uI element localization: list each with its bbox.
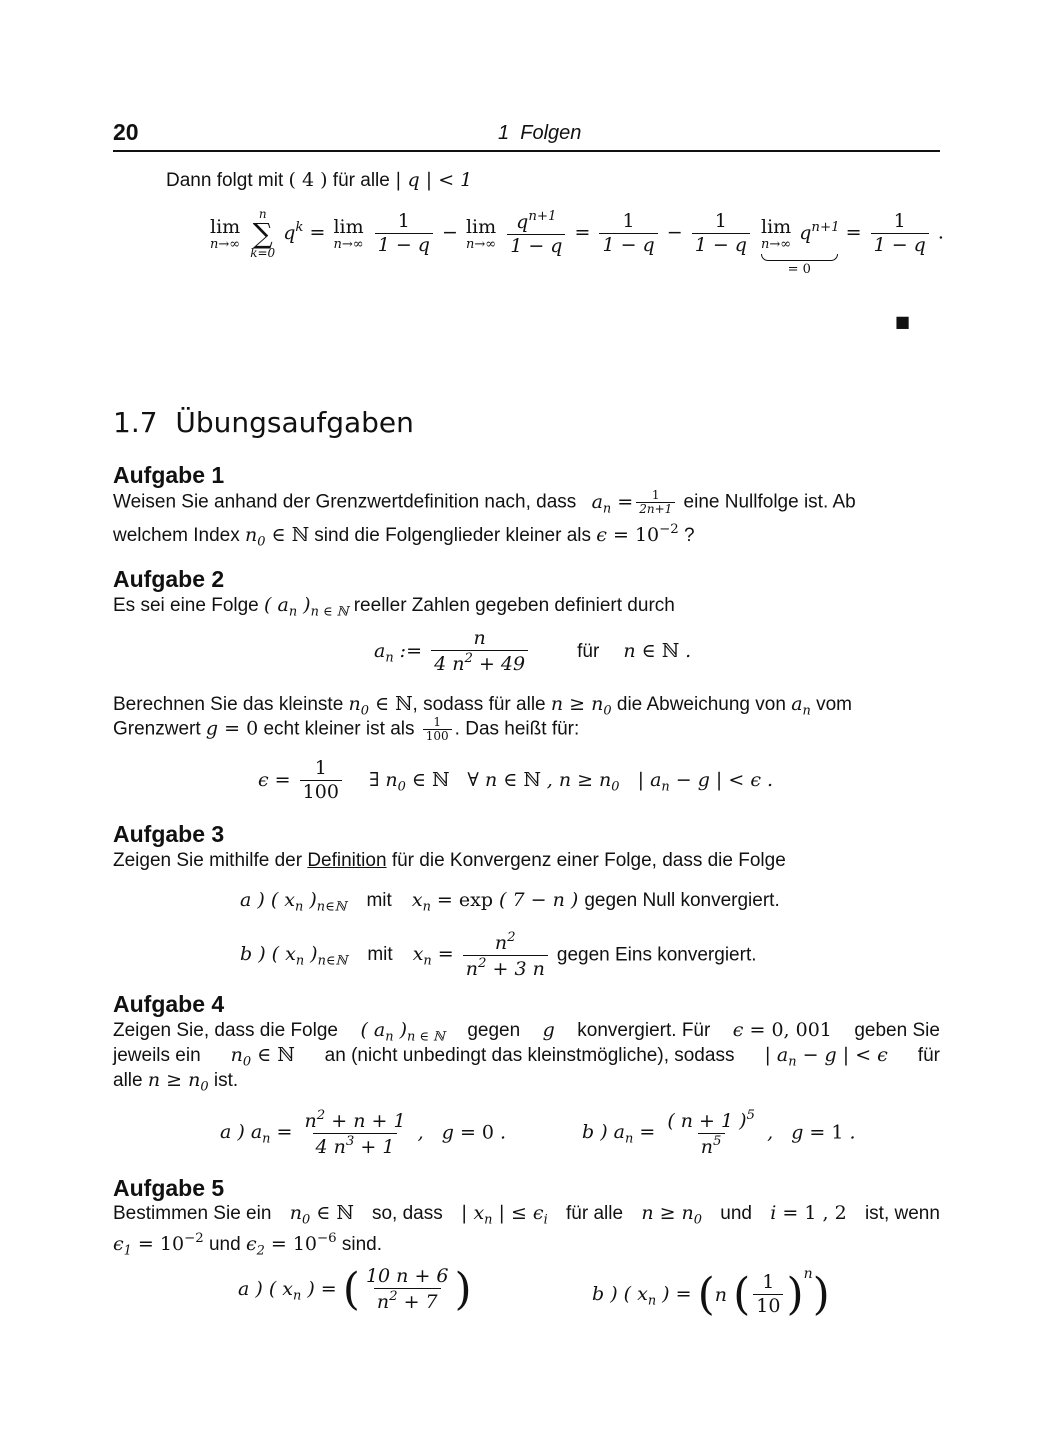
task-2-text-g: Grenzwert	[113, 718, 201, 740]
task-3-a: a ) ( $x_n$ )$_{n\in ℕ}$ mit $x_n = \exp$ ( 7 − n ) gegen Null konvergiert.	[240, 889, 780, 915]
task-1-line-2: welchem Index $n_0$ ∈ ℕ sind die Folgenglieder kleiner als $\epsilon = 10^{-2}$ ?	[113, 522, 695, 550]
task-5-text-f: und	[208, 1233, 241, 1255]
page-number: 20	[113, 119, 139, 145]
task-2-title: Aufgabe 2	[113, 566, 225, 592]
task-2-text-i: . Das heißt für:	[454, 718, 580, 740]
task-4-line-3: alle $n \ge n_0$ ist.	[113, 1069, 239, 1095]
task-3-a-mit: mit	[366, 890, 392, 911]
geometric-series-equation: lim n→∞ n ∑ k=0 $q^k$ = lim n→∞ $\frac{1}{1 - q}$ − lim n→∞ $\frac{q^{n+1}}{1 - q}$ = $\frac{1}{1 - q}$ − $\frac{1}{1 - q}$ lim n→∞ $q^{n+1}$ = 0 = $\frac{1}{1 - q}$ .	[210, 207, 944, 278]
task-2-text-e: die Abweichung von	[616, 694, 786, 715]
task-4-text-h: alle	[113, 1070, 143, 1091]
task-5-text-e: ist, wenn	[864, 1203, 940, 1224]
task-5-a: a ) ( $x_n$ ) = ( $\frac{10 n + 6}{n^2 + 7}$ )	[238, 1263, 472, 1315]
task-3-a-text: gegen Null konvergiert.	[584, 890, 780, 911]
task-2-line-4: Grenzwert g = 0 echt kleiner ist als $\frac{1}{100}$ . Das heißt für:	[113, 715, 580, 744]
task-4-text-b: gegen	[467, 1020, 521, 1041]
section-heading	[113, 406, 414, 439]
qed-symbol: ■	[895, 312, 911, 331]
task-4-b: b ) $a_n$ = $\frac{( n + 1 )^5}{n^5}$ , g = 1 .	[582, 1108, 856, 1158]
task-1-text-c: welchem Index	[113, 524, 240, 546]
task-2-line-1: Es sei eine Folge ( $a_n$ )$_{n \in ℕ}$ reeller Zahlen gegeben definiert durch	[113, 594, 675, 620]
task-4-text-c: konvergiert. Für	[577, 1020, 711, 1041]
task-5-text-c: für alle	[566, 1203, 624, 1224]
task-4-text-g: für	[917, 1045, 940, 1066]
task-5-text-g: sind.	[341, 1233, 383, 1255]
task-2-text-c: Berechnen Sie das kleinste	[113, 694, 344, 715]
task-4-text-f: an (nicht unbedingt das kleinstmögliche), sodass	[324, 1045, 735, 1066]
task-5-title: Aufgabe 5	[113, 1175, 225, 1201]
task-3-b-mit: mit	[367, 944, 393, 966]
task-1-text-d: sind die Folgenglieder kleiner als	[314, 524, 592, 546]
task-5-text-b: so, dass	[371, 1203, 443, 1224]
task-4-a: a ) $a_n$ = $\frac{n^2 + n + 1}{4 n^3 + 1}$ , g = 0 .	[220, 1108, 507, 1158]
task-5-b: b ) ( $x_n$ ) = (n ( $\frac{1}{10}$ )$^n$)	[592, 1266, 830, 1320]
task-2-text-h: echt kleiner ist als	[263, 718, 415, 740]
task-4-text-i: ist.	[213, 1070, 239, 1091]
intro-text2: für alle	[332, 170, 390, 191]
task-2-line-3: Berechnen Sie das kleinste $n_0$ ∈ ℕ, sodass für alle $n \ge n_0$ die Abweichung von $a_n$ vom	[113, 693, 853, 719]
task-3-b: b ) ( $x_n$ )$_{n\in ℕ}$ mit $x_n$ = $\frac{n^2}{n^2 + 3 n}$ gegen Eins konvergiert.	[240, 930, 757, 980]
task-2-text-f: vom	[816, 694, 853, 715]
task-5-text-d: und	[720, 1203, 752, 1224]
section-title: Übungsaufgaben	[175, 406, 414, 439]
task-1-line-1: Weisen Sie anhand der Grenzwertdefinition nach, dass $a_n$ = $\frac{1}{2n+1}$ eine Nullfolge ist. Ab	[113, 488, 856, 517]
task-3-line-1	[113, 848, 786, 873]
running-title: 1 Folgen	[498, 122, 582, 144]
task-4-text-a: Zeigen Sie, dass die Folge	[113, 1020, 338, 1041]
task-3-title: Aufgabe 3	[113, 821, 225, 847]
task-1-text-a: Weisen Sie anhand der Grenzwertdefinition nach, dass	[113, 491, 577, 513]
definition-link[interactable]: Definition	[307, 850, 387, 871]
q-condition: | q | < 1	[395, 169, 473, 191]
task-4-line-1: Zeigen Sie, dass die Folge ( $a_n$ )$_{n \in ℕ}$ gegen g konvergiert. Für ϵ = 0, 001 geben Sie	[113, 1018, 940, 1050]
task-2-definition: $a_n$ := $\frac{n}{4 n^2 + 49}$ für n ∈ ℕ .	[374, 627, 692, 675]
intro-text: Dann folgt mit	[166, 170, 284, 191]
task-3-b-text: gegen Eins konvergiert.	[556, 944, 757, 966]
task-5-text-a: Bestimmen Sie ein	[113, 1203, 272, 1224]
task-1-text-e: ?	[684, 524, 695, 546]
task-2-text-a: Es sei eine Folge	[113, 595, 259, 616]
task-5-line-2: $\epsilon_1 = 10^{-2}$ und $\epsilon_2 = 10^{-6}$ sind.	[113, 1231, 383, 1259]
task-3-text-a: Zeigen Sie mithilfe der	[113, 850, 303, 871]
header-rule	[113, 150, 940, 152]
section-number: 1.7	[113, 406, 158, 439]
task-4-text-d: geben Sie	[854, 1020, 940, 1041]
task-4-text-e: jeweils ein	[113, 1045, 201, 1066]
task-3-text-b: für die Konvergenz einer Folge, dass die Folge	[391, 850, 786, 871]
task-2-fuer: für	[577, 640, 600, 662]
underbrace-label: = 0	[787, 262, 811, 278]
intro-line	[166, 168, 472, 193]
task-2-text-b: reeller Zahlen gegeben definiert durch	[353, 595, 675, 616]
task-4-title: Aufgabe 4	[113, 991, 225, 1017]
task-1-title: Aufgabe 1	[113, 462, 225, 488]
equation-reference: ( 4 )	[288, 169, 328, 191]
task-4-line-2: jeweils ein $n_0$ ∈ ℕ an (nicht unbedingt das kleinstmögliche), sodass | $a_n - g$ | < ϵ für	[113, 1043, 940, 1075]
task-2-text-d: , sodass für alle	[412, 694, 546, 715]
task-5-line-1: Bestimmen Sie ein $n_0$ ∈ ℕ so, dass | $x_n$ | ≤ $\epsilon_i$ für alle $n \ge n_0$ und i = 1 , 2 ist, wenn	[113, 1201, 940, 1233]
task-2-epsilon-statement: ϵ = $\frac{1}{100}$ ∃ $n_0$ ∈ ℕ ∀ n ∈ ℕ , $n \ge n_0$ | $a_n - g$ | < ϵ .	[258, 757, 774, 803]
task-1-text-b: eine Nullfolge ist. Ab	[683, 491, 856, 513]
